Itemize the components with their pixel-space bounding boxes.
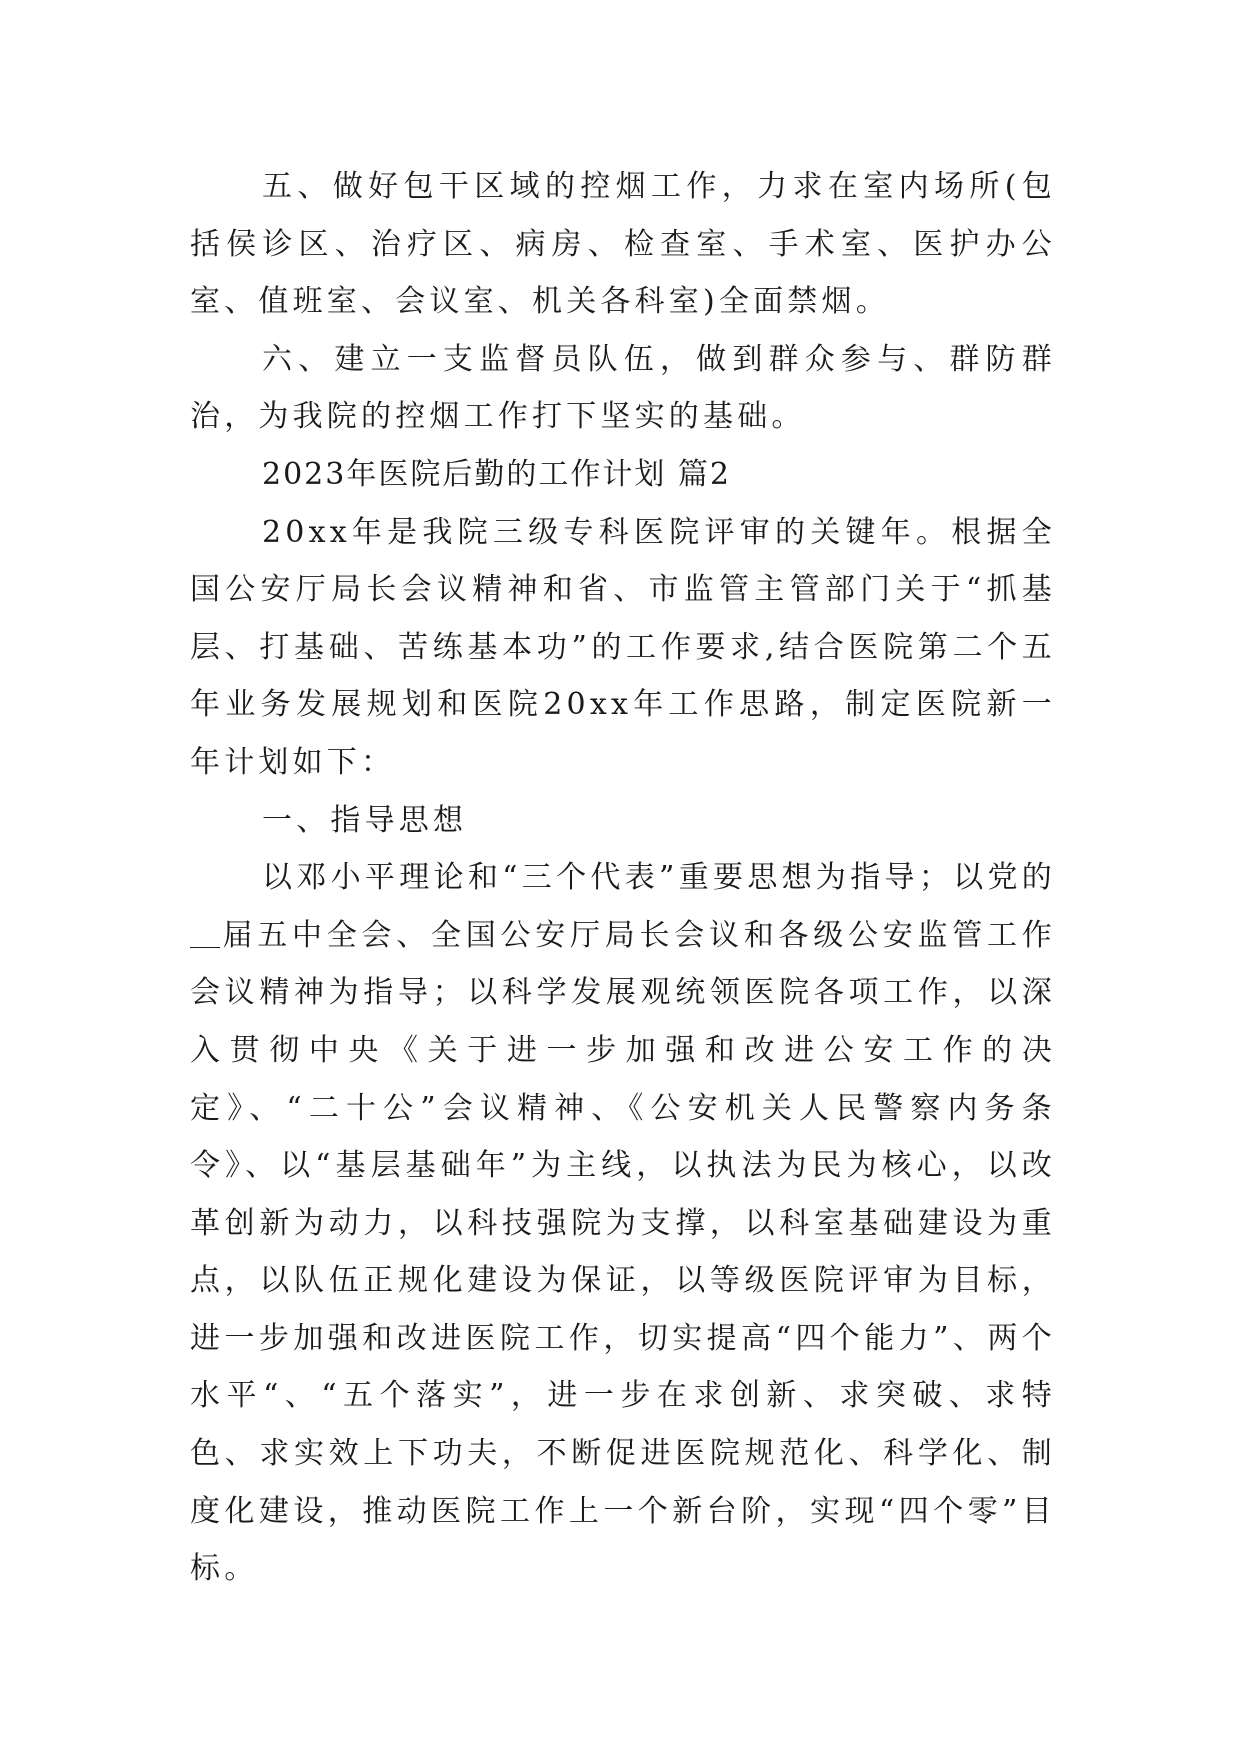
section-title: 2023年医院后勤的工作计划 篇2 <box>262 456 731 492</box>
paragraph-guiding-ideology-part2: 届五中全会、全国公安厅局长会议和各级公安监管工作会议精神为指导；以科学发展观统领医院各项工作，以深入贯彻中央《关于进一步加强和改进公安工作的决定》、“二十公”会议精神、《公安机关人民警察内务条令》、以“基层基础年”为主线，以执法为民为核心，以改革创新为动力，以科技强院为支撑，以科室基础建设为重点，以队伍正规化建设为保证，以等级医院评审为目标，进一步加强和改进医院工作，切实提高“四个能力”、两个水平“、“五个落实”，进一步在求创新、求突破、求特色、求实效上下功夫，不断促进医院规范化、科学化、制度化建设，推动医院工作上一个新台阶，实现“四个零”目标。 <box>190 917 1056 1587</box>
paragraph-intro: 20xx年是我院三级专科医院评审的关键年。根据全国公安厅局长会议精神和省、市监管主管部门关于“抓基层、打基础、苦练基本功”的工作要求,结合医院第二个五年业务发展规划和医院20xx年工作思路，制定医院新一年计划如下： <box>190 514 1056 780</box>
section-heading-guiding-ideology: 一、指导思想 <box>262 802 468 838</box>
paragraph-item-6: 六、建立一支监督员队伍，做到群众参与、群防群治，为我院的控烟工作打下坚实的基础。 <box>190 341 1056 435</box>
blank-underline <box>190 917 220 948</box>
paragraph-guiding-ideology-part1: 以邓小平理论和“三个代表”重要思想为指导；以党的 <box>262 860 1056 896</box>
paragraph-item-5: 五、做好包干区域的控烟工作，力求在室内场所(包括侯诊区、治疗区、病房、检查室、手术室、医护办公室、值班室、会议室、机关各科室)全面禁烟。 <box>190 169 1056 320</box>
document-body <box>190 158 1056 1598</box>
paragraph-guiding-ideology <box>190 849 1056 1598</box>
